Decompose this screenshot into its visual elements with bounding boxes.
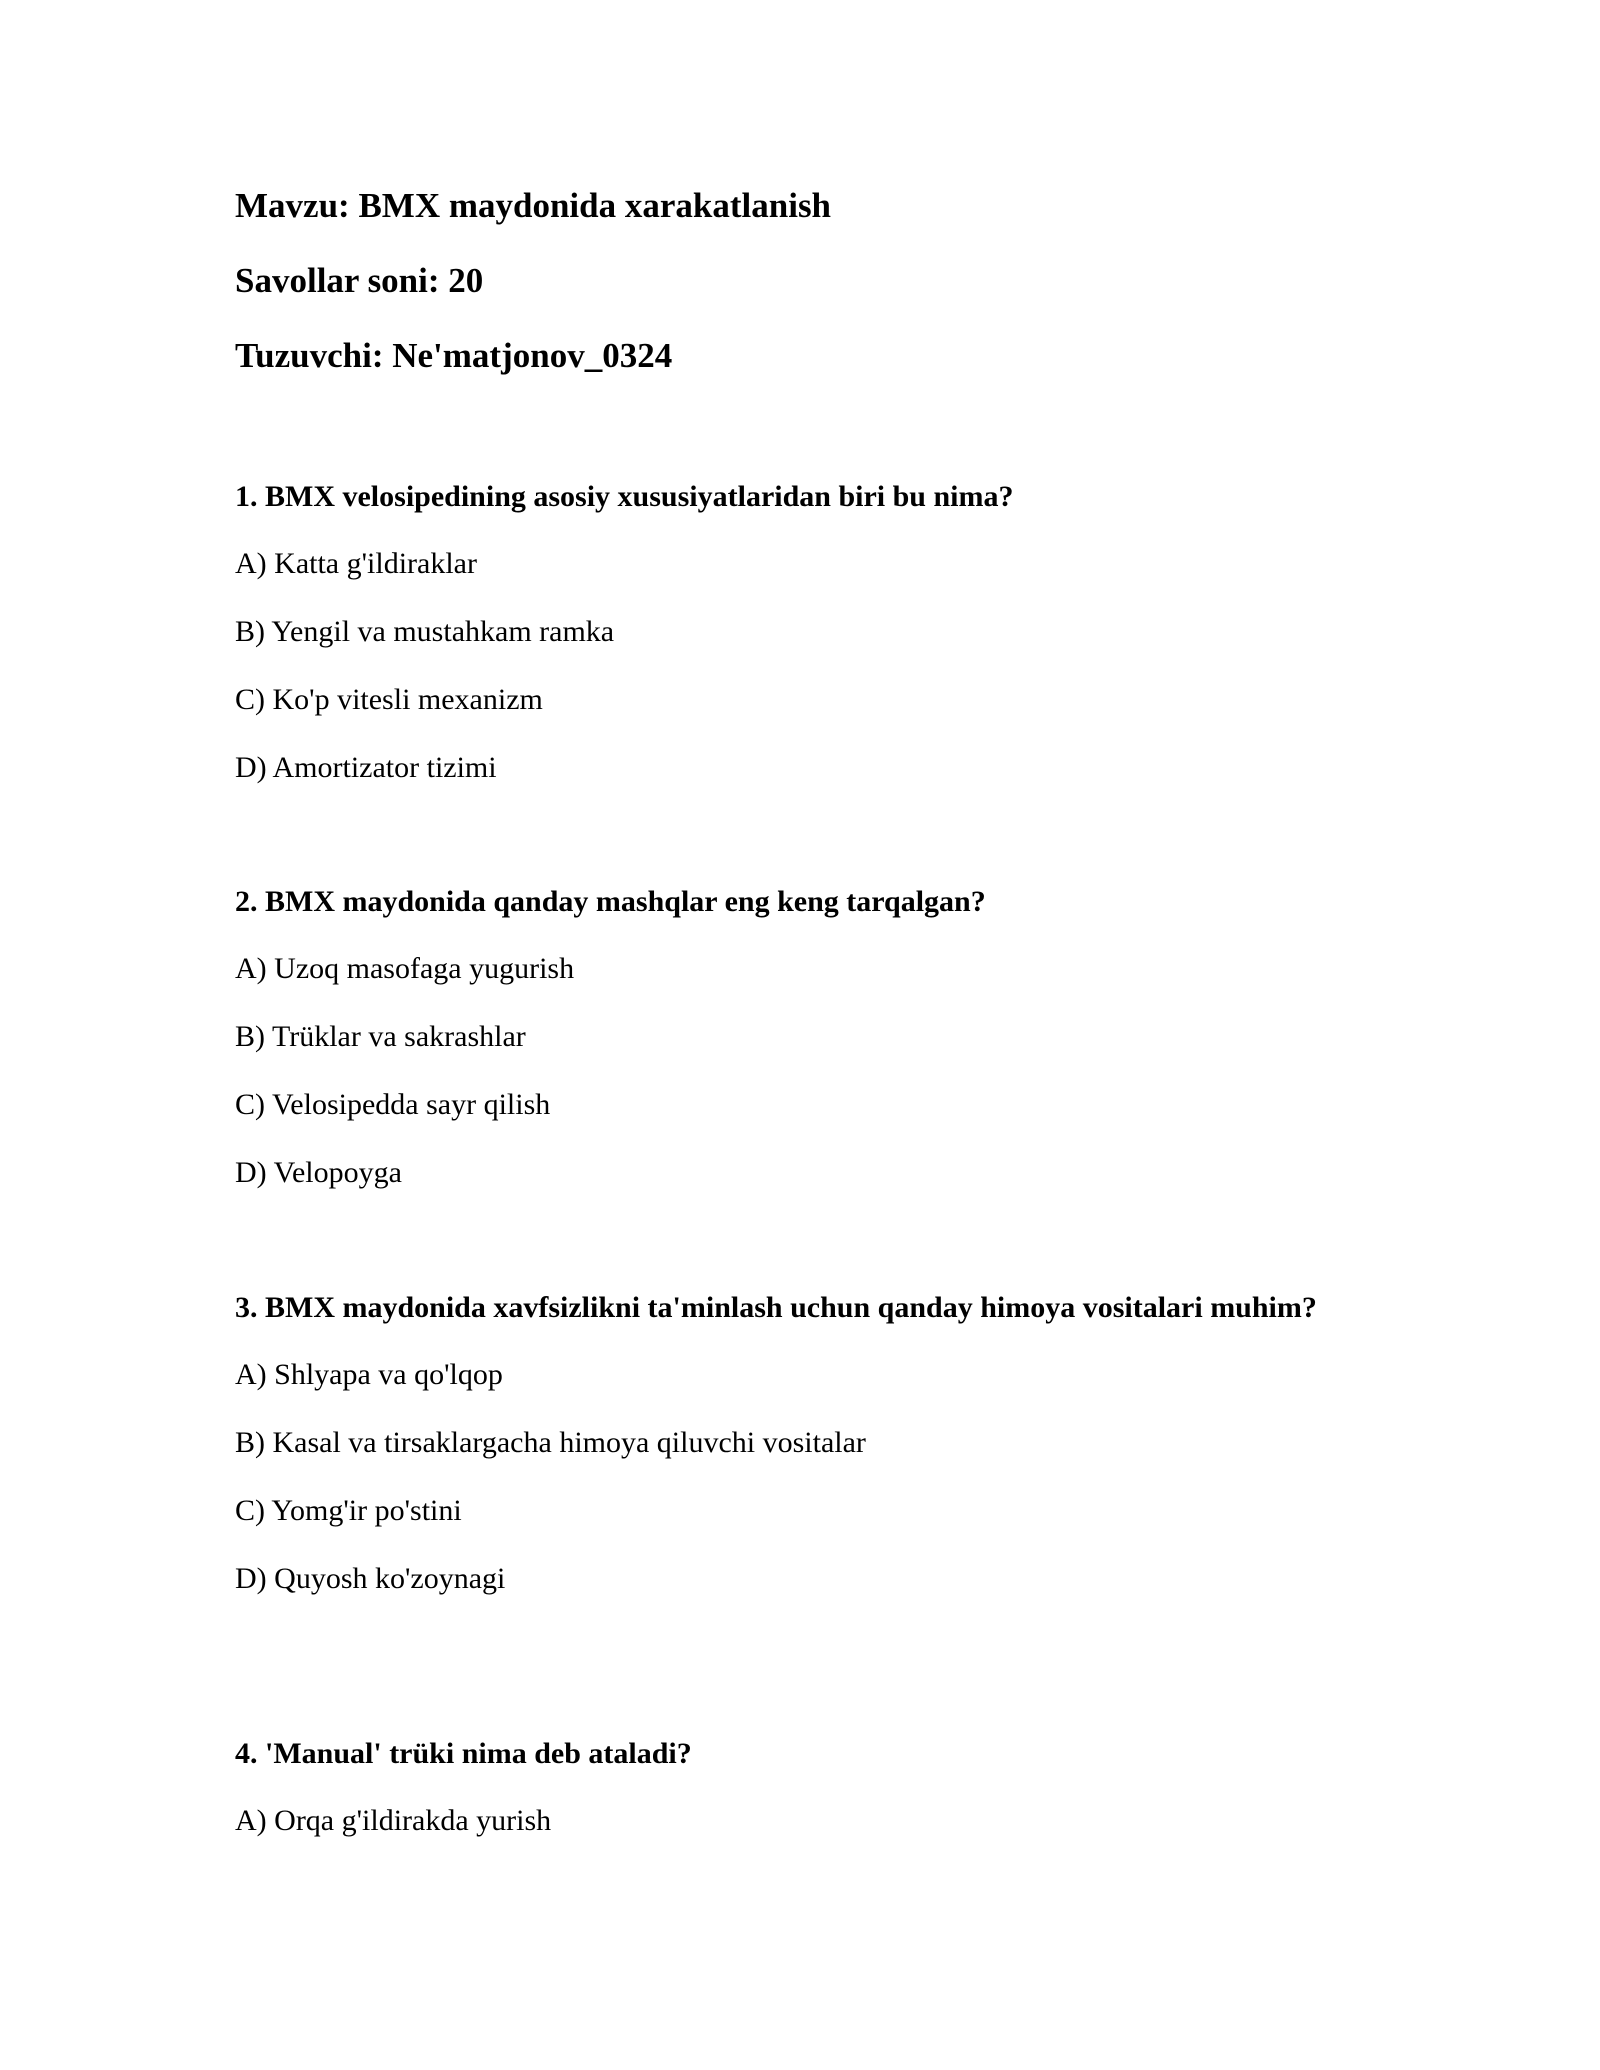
answer-option: A) Orqa g'ildirakda yurish [235,1804,552,1837]
question-text: 3. BMX maydonida xavfsizlikni ta'minlash uchun qanday himoya vositalari muhim? [235,1291,1317,1324]
question-text: 1. BMX velosipedining asosiy xususiyatlaridan biri bu nima? [235,480,1014,513]
question-block [235,881,1335,1220]
question-text: 2. BMX maydonida qanday mashqlar eng keng tarqalgan? [235,885,986,918]
answer-option: D) Amortizator tizimi [235,751,497,784]
answer-option: B) Yengil va mustahkam ramka [235,615,615,648]
answer-option: A) Uzoq masofaga yugurish [235,952,575,985]
author-heading: Tuzuvchi: Ne'matjonov_0324 [235,336,673,375]
answer-option: A) Shlyapa va qo'lqop [235,1358,503,1391]
question-text: 4. 'Manual' trüki nima deb ataladi? [235,1737,692,1770]
answer-option: C) Yomg'ir po'stini [235,1494,462,1527]
question-block [235,476,1335,815]
topic-heading: Mavzu: BMX maydonida xarakatlanish [235,186,832,225]
answer-option: B) Kasal va tirsaklargacha himoya qiluvchi vositalar [235,1426,866,1459]
answer-option: C) Ko'p vitesli mexanizm [235,683,543,716]
answer-option: C) Velosipedda sayr qilish [235,1088,551,1121]
answer-option: B) Trüklar va sakrashlar [235,1020,526,1053]
question-count-heading: Savollar soni: 20 [235,261,484,300]
answer-option: A) Katta g'ildiraklar [235,547,477,580]
question-block [235,1287,1335,1626]
question-block [235,1733,1335,1868]
document-header [235,185,1335,410]
answer-option: D) Velopoyga [235,1156,402,1189]
answer-option: D) Quyosh ko'zoynagi [235,1562,506,1595]
